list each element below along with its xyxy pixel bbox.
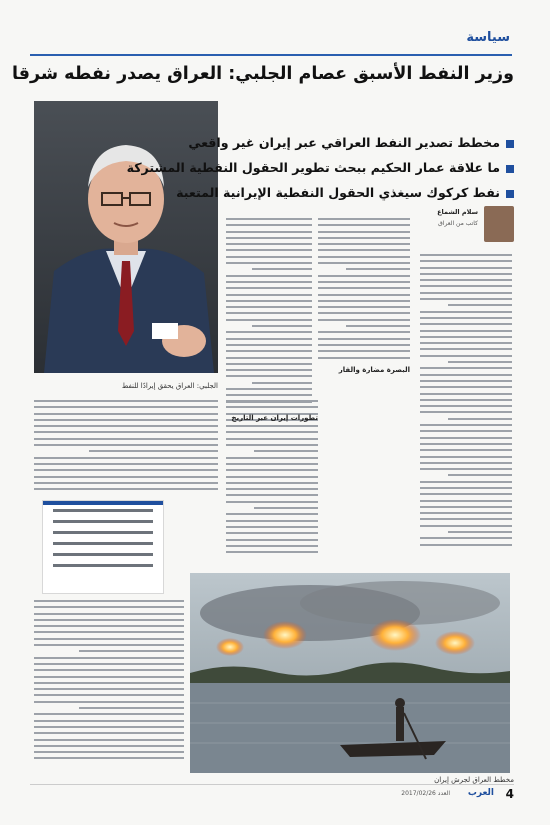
text-line — [420, 506, 512, 508]
text-line — [34, 469, 218, 471]
page-footer — [30, 784, 514, 801]
text-line — [34, 638, 184, 640]
text-line — [34, 631, 184, 633]
text-line — [34, 419, 218, 421]
text-line — [252, 325, 312, 327]
text-line — [79, 707, 184, 709]
text-line — [226, 469, 318, 471]
text-line — [34, 625, 184, 627]
text-line — [420, 399, 512, 401]
text-line — [226, 444, 318, 446]
text-line — [420, 405, 512, 407]
text-line — [34, 600, 184, 602]
text-line — [420, 386, 512, 388]
pull-quotes — [126, 135, 514, 210]
text-line — [34, 757, 184, 759]
text-line — [34, 431, 218, 433]
text-line — [448, 361, 512, 363]
text-line — [34, 425, 218, 427]
photo2-caption: مخطط العراق لجرش إيران — [434, 776, 514, 784]
text-line — [34, 457, 218, 459]
text-line — [420, 355, 512, 357]
text-line — [448, 531, 512, 533]
pull-quote: نفط كركوك سيغذي الحقول النفطية الإيرانية المتعبة — [226, 185, 514, 200]
text-line — [318, 357, 410, 359]
text-line — [318, 281, 410, 283]
text-line — [226, 463, 318, 465]
text-line — [226, 526, 318, 528]
subhead: البصرة مضارة والفار — [338, 366, 410, 374]
text-line — [254, 450, 318, 452]
text-column — [226, 400, 318, 568]
publication-name: العرب — [467, 788, 494, 798]
text-line — [420, 317, 512, 319]
text-line — [420, 393, 512, 395]
text-line — [34, 726, 184, 728]
text-line — [318, 237, 410, 239]
text-line — [420, 267, 512, 269]
text-line — [226, 406, 318, 408]
text-line — [318, 338, 410, 340]
text-line — [226, 357, 312, 359]
text-line — [420, 311, 512, 313]
text-line — [318, 312, 410, 314]
text-line — [420, 348, 512, 350]
pull-quote: ما علاقة عمار الحكيم ببحث تطوير الحقول النفطية المشتركة — [226, 160, 514, 175]
text-line — [226, 425, 318, 427]
text-line — [34, 606, 184, 608]
text-line — [420, 430, 512, 432]
text-line — [34, 694, 184, 696]
text-line — [252, 382, 312, 384]
text-line — [318, 249, 410, 251]
issue-info: العدد 2017/02/26 — [401, 790, 450, 797]
text-line — [34, 732, 184, 734]
text-line — [226, 476, 318, 478]
text-line — [226, 256, 312, 258]
text-line — [226, 249, 312, 251]
text-line — [34, 701, 184, 703]
text-line — [226, 431, 318, 433]
text-line — [420, 468, 512, 470]
text-line — [226, 281, 312, 283]
text-line — [34, 739, 184, 741]
pull-quote-box — [42, 500, 164, 594]
text-line — [226, 294, 312, 296]
text-column — [318, 218, 410, 363]
text-line — [34, 713, 184, 715]
text-line — [34, 413, 218, 415]
text-line — [226, 319, 312, 321]
text-column — [34, 400, 218, 494]
text-line — [226, 551, 318, 553]
text-line — [34, 438, 218, 440]
text-line — [318, 262, 410, 264]
text-line — [226, 488, 318, 490]
text-line — [420, 437, 512, 439]
text-line — [318, 331, 410, 333]
text-line — [420, 285, 512, 287]
text-line — [448, 474, 512, 476]
text-line — [318, 319, 410, 321]
text-line — [420, 512, 512, 514]
text-line — [34, 488, 218, 490]
text-line — [420, 449, 512, 451]
text-line — [226, 218, 312, 220]
text-line — [79, 650, 184, 652]
text-line — [420, 487, 512, 489]
photo-caption: الجلبي: العراق يحقق إيرادًا للنفط — [121, 382, 218, 390]
section-header — [30, 28, 512, 56]
text-line — [420, 537, 512, 539]
text-line — [226, 243, 312, 245]
text-line — [226, 394, 312, 396]
text-line — [420, 380, 512, 382]
text-line — [420, 500, 512, 502]
text-line — [34, 682, 184, 684]
text-line — [318, 218, 410, 220]
text-line — [226, 388, 312, 390]
text-line — [34, 482, 218, 484]
text-line — [226, 262, 312, 264]
text-line — [226, 513, 318, 515]
text-line — [226, 237, 312, 239]
subhead: تطورات إيران عبر التاريخ — [231, 414, 318, 422]
text-line — [34, 476, 218, 478]
text-line — [318, 300, 410, 302]
text-line — [318, 256, 410, 258]
text-line — [226, 545, 318, 547]
text-line — [420, 298, 512, 300]
text-line — [34, 463, 218, 465]
text-line — [420, 518, 512, 520]
bullet-square-icon — [506, 165, 514, 173]
text-line — [226, 482, 318, 484]
text-line — [420, 330, 512, 332]
text-line — [420, 323, 512, 325]
text-line — [34, 619, 184, 621]
bullet-square-icon — [506, 190, 514, 198]
text-line — [318, 231, 410, 233]
text-line — [226, 400, 318, 402]
text-line — [34, 720, 184, 722]
text-line — [420, 254, 512, 256]
text-line — [252, 268, 312, 270]
text-line — [34, 663, 184, 665]
text-line — [420, 462, 512, 464]
text-line — [226, 331, 312, 333]
text-line — [420, 279, 512, 281]
text-line — [420, 493, 512, 495]
author-role: كاتب من العراق — [438, 220, 478, 227]
text-line — [34, 688, 184, 690]
text-line — [34, 676, 184, 678]
page-number: 4 — [505, 787, 514, 801]
text-line — [34, 669, 184, 671]
text-line — [226, 532, 318, 534]
text-column — [34, 600, 184, 764]
text-line — [34, 613, 184, 615]
text-line — [89, 450, 218, 452]
text-line — [34, 657, 184, 659]
author-avatar — [484, 206, 514, 242]
text-line — [318, 243, 410, 245]
text-line — [420, 260, 512, 262]
text-line — [226, 539, 318, 541]
text-line — [420, 525, 512, 527]
text-line — [226, 375, 312, 377]
text-line — [34, 745, 184, 747]
text-line — [226, 520, 318, 522]
text-line — [226, 438, 318, 440]
text-line — [226, 312, 312, 314]
pull-quote: مخطط تصدير النفط العراقي عبر إيران غير واقعي — [226, 135, 514, 150]
oil-field-photo — [190, 573, 510, 773]
text-line — [226, 369, 312, 371]
text-line — [420, 456, 512, 458]
author-name: سلام الشماع — [437, 208, 478, 216]
text-line — [318, 350, 410, 352]
text-line — [226, 287, 312, 289]
text-line — [34, 751, 184, 753]
text-line — [226, 494, 318, 496]
text-line — [318, 275, 410, 277]
text-line — [448, 304, 512, 306]
text-line — [226, 275, 312, 277]
text-line — [34, 406, 218, 408]
text-line — [420, 273, 512, 275]
text-line — [346, 268, 410, 270]
text-line — [420, 424, 512, 426]
text-line — [226, 363, 312, 365]
author-box — [418, 200, 514, 250]
text-line — [34, 644, 184, 646]
text-column — [420, 254, 512, 550]
section-label: سياسة — [466, 30, 510, 45]
text-line — [226, 306, 312, 308]
text-line — [254, 507, 318, 509]
text-line — [226, 457, 318, 459]
text-line — [226, 344, 312, 346]
text-line — [34, 444, 218, 446]
text-line — [420, 544, 512, 546]
text-line — [346, 325, 410, 327]
text-line — [420, 342, 512, 344]
text-line — [420, 292, 512, 294]
text-line — [420, 481, 512, 483]
text-line — [420, 367, 512, 369]
text-line — [318, 294, 410, 296]
text-line — [420, 336, 512, 338]
text-line — [226, 224, 312, 226]
text-line — [226, 338, 312, 340]
text-line — [318, 224, 410, 226]
text-line — [226, 300, 312, 302]
text-line — [318, 287, 410, 289]
text-column — [226, 218, 312, 407]
text-line — [420, 443, 512, 445]
bullet-square-icon — [506, 140, 514, 148]
text-line — [226, 350, 312, 352]
text-line — [420, 411, 512, 413]
text-line — [420, 374, 512, 376]
text-line — [226, 231, 312, 233]
text-line — [448, 418, 512, 420]
text-line — [318, 344, 410, 346]
article-headline: وزير النفط الأسبق عصام الجلبي: العراق يصدر نفطه شرقا — [11, 64, 514, 84]
text-line — [226, 501, 318, 503]
text-line — [34, 400, 218, 402]
text-line — [318, 306, 410, 308]
